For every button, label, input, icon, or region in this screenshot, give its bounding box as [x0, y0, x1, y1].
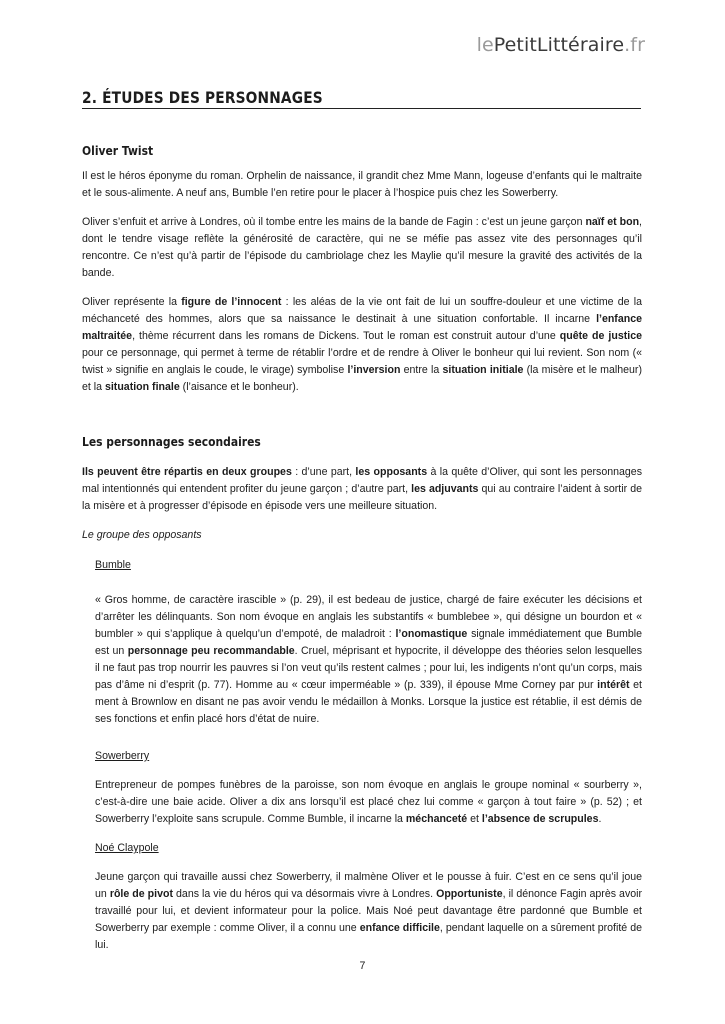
paragraph-secondary-intro: Ils peuvent être répartis en deux groupes : d’une part, les opposants à la quête d’Oliver, qui sont les personnages mal intentionnés qui entendent profiter du jeune garçon ; d’autre part, les adjuvants qui au contraire l’aident à sortir de la misère et à progresser d’épisode en épisode vers une meilleure situation.: [82, 466, 642, 512]
page-number: 7: [359, 960, 366, 972]
paragraph-bumble: « Gros homme, de caractère irascible » (p. 29), il est bedeau de justice, chargé de faire exécuter les décisions et d’arrêter les délinquants. Son nom évoque en anglais les substantifs « bumblebee », qui désigne un bourdon et « bumbler » qui s’applique à quelqu’un d’empoté, de maladroit : l’onomastique signale immédiatement que Bumble est un personnage peu recommandable. Cruel, méprisant et hypocrite, il développe des théories selon lesquelles il ne faut pas trop nourrir les pauvres si l’on veut qu’ils restent calmes ; pour lui, les indigents n’ont qu’un corps, mais pas d’âme ni d’esprit (p. 77). Homme au « cœur imperméable » (p. 339), il épouse Mme Corney par pur intérêt et ment à Brownlow en disant ne pas avoir vendu le médaillon à Monks. Lorsque la justice est rétablie, il est démis de ses fonctions et enfin placé hors d’état de nuire.: [95, 594, 643, 725]
section-divider: [82, 108, 641, 109]
opponents-list: [95, 557, 642, 954]
section-title: 2. ÉTUDES DES PERSONNAGES: [82, 88, 323, 107]
paragraph-oliver-1: Il est le héros éponyme du roman. Orphelin de naissance, il grandit chez Mme Mann, logeuse d’enfants qui le maltraite et le sous-alimente. A neuf ans, Bumble l’en retire pour le placer à l’hospice puis chez les Sowerberry.: [82, 170, 642, 199]
paragraph-sowerberry: Entrepreneur de pompes funèbres de la paroisse, son nom évoque en anglais le groupe nominal « sourberry », c’est-à-dire une baie acide. Oliver a dix ans lorsqu’il est placé chez lui comme « garçon à tout faire » (p. 52) ; et Sowerberry l’exploite sans scrupule. Comme Bumble, il incarne la méchanceté et l’absence de scrupules.: [95, 779, 642, 825]
heading-oliver-twist: Oliver Twist: [82, 143, 154, 158]
paragraph-oliver-2: Oliver s’enfuit et arrive à Londres, où il tombe entre les mains de la bande de Fagin : c’est un jeune garçon naïf et bon, dont le tendre visage reflète la générosité de caractère, qui ne se méfie pas assez vite des personnages qu’il rencontre. Ce n’est qu’à partir de l’épisode du cambriolage chez les Maylie qu’il mesure la gravité des activités de la bande.: [82, 216, 642, 279]
heading-secondary-characters: Les personnages secondaires: [82, 434, 261, 449]
main-content: [82, 142, 642, 966]
brand-logo: lePetitLittéraire.fr: [476, 34, 645, 56]
character-name-noe-claypole: Noé Claypole: [95, 842, 159, 854]
character-name-bumble: Bumble: [95, 559, 131, 571]
paragraph-oliver-3: Oliver représente la figure de l’innocent : les aléas de la vie ont fait de lui un souffre-douleur et une victime de la méchanceté des hommes, alors que sa naissance le destinait à une situation confortable. Il incarne l’enfance maltraitée, thème récurrent dans les romans de Dickens. Tout le roman est construit autour d’une quête de justice pour ce personnage, qui permet à terme de rétablir l’ordre et de rendre à Oliver le bonheur qui lui revient. Son nom (« twist » signifie en anglais le coude, le virage) symbolise l’inversion entre la situation initiale (la misère et le malheur) et la situation finale (l’aisance et le bonheur).: [82, 296, 643, 393]
character-name-sowerberry: Sowerberry: [95, 750, 150, 762]
paragraph-noe-claypole: Jeune garçon qui travaille aussi chez Sowerberry, il malmène Oliver et le pousse à fuir. C’est en ce sens qu’il joue un rôle de pivot dans la vie du héros qui va désormais vivre à Londres. Opportuniste, il dénonce Fagin après avoir travaillé pour lui, et devient informateur pour la police. Mais Noé peut davantage être pardonné que Bumble et Sowerberry par exemple : comme Oliver, il a connu une enfance difficile, pendant laquelle on a sûrement profité de lui.: [95, 871, 643, 951]
group-label-opponents: Le groupe des opposants: [82, 529, 202, 541]
